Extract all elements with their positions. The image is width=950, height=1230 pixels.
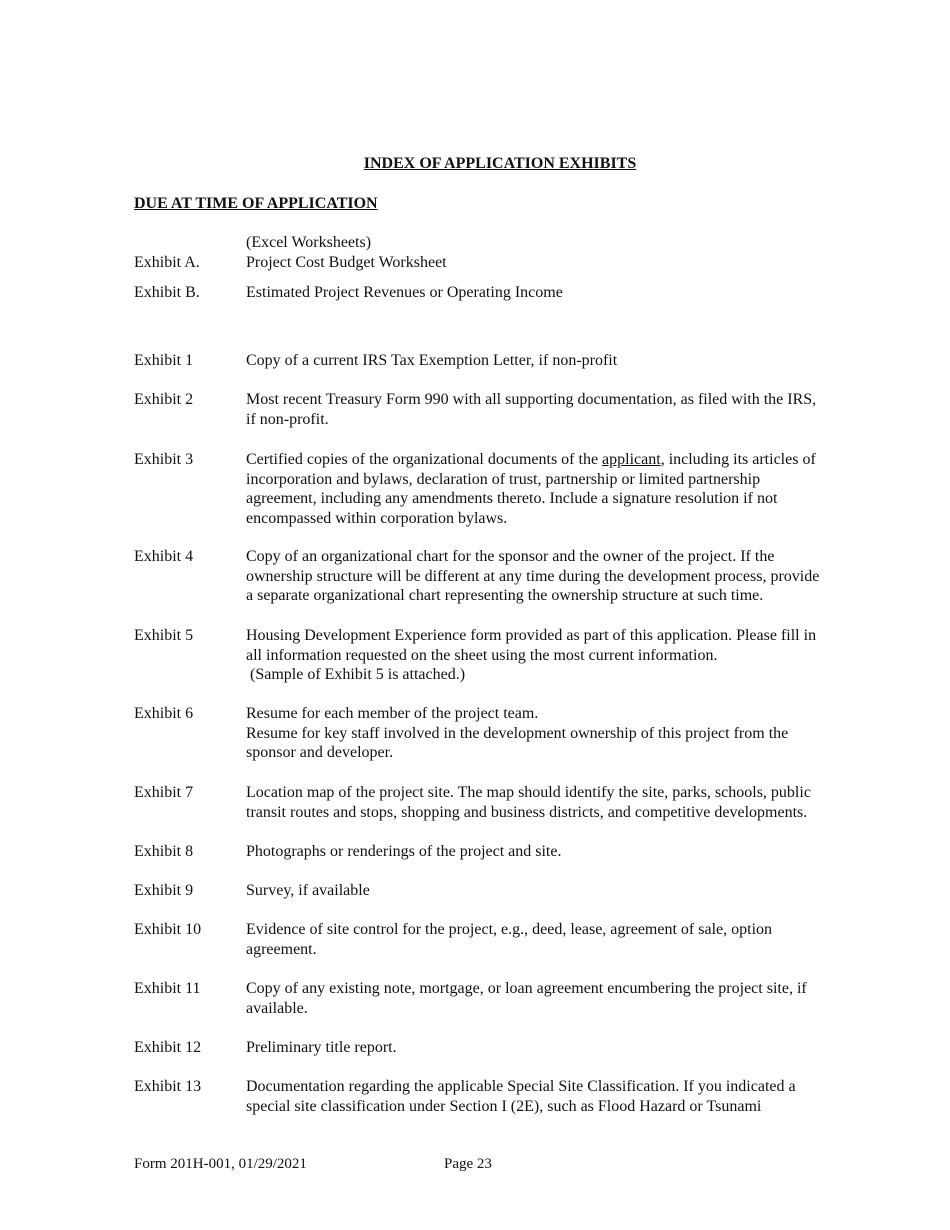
exhibit-label: Exhibit 7: [134, 784, 194, 801]
exhibit-label: Exhibit 12: [134, 1039, 202, 1056]
exhibit-description: Evidence of site control for the project, e.g., deed, lease, agreement of sale, option agreement.: [246, 921, 773, 958]
applicant-term: applicant: [602, 451, 661, 468]
footer-form-number: Form 201H-001, 01/29/2021: [134, 1156, 307, 1172]
exhibit-description: Preliminary title report.: [246, 1039, 397, 1056]
footer-page-number: Page 23: [444, 1156, 492, 1172]
exhibit-label: Exhibit 13: [134, 1078, 202, 1095]
exhibit-description: Most recent Treasury Form 990 with all supporting documentation, as filed with the IRS, if non-profit.: [246, 391, 817, 428]
exhibit-description: Copy of a current IRS Tax Exemption Letter, if non-profit: [246, 352, 618, 369]
exhibit-description: Photographs or renderings of the project and site.: [246, 843, 562, 860]
section-heading: DUE AT TIME OF APPLICATION: [134, 195, 378, 212]
exhibit-description: Documentation regarding the applicable Special Site Classification. If you indicated a special site classification under Section I (2E), such as Flood Hazard or Tsunami: [246, 1078, 796, 1115]
exhibit-label: Exhibit 1: [134, 352, 194, 369]
exhibit-description: Location map of the project site. The map should identify the site, parks, schools, public transit routes and stops, shopping and business districts, and competitive developments.: [246, 784, 811, 821]
exhibit-label: Exhibit 5: [134, 627, 194, 644]
exhibit-label: Exhibit 4: [134, 548, 194, 565]
exhibit-description: Estimated Project Revenues or Operating Income: [246, 284, 563, 301]
exhibit-description: Copy of an organizational chart for the sponsor and the owner of the project. If the ownership structure will be different at any time during the development process, provide a separate organizational chart representing the ownership structure at such time.: [246, 548, 820, 605]
exhibit-label: Exhibit 6: [134, 705, 194, 722]
exhibit-label: Exhibit 9: [134, 882, 194, 899]
exhibit-description: Resume for each member of the project team. Resume for key staff involved in the development ownership of this project from the sponsor and developer.: [246, 705, 789, 762]
excel-worksheets-note: (Excel Worksheets): [246, 234, 372, 251]
exhibit-label: Exhibit 3: [134, 451, 194, 468]
exhibit-description: Housing Development Experience form provided as part of this application. Please fill in all information requested on the sheet using the most current information. (Sample of Exhibit 5 is attached.): [246, 627, 817, 684]
exhibit-description: Survey, if available: [246, 882, 370, 899]
exhibit-label: Exhibit 2: [134, 391, 194, 408]
page-title: INDEX OF APPLICATION EXHIBITS: [363, 155, 637, 172]
exhibit-description: Certified copies of the organizational documents of the applicant, including its articles of incorporation and bylaws, declaration of trust, partnership or limited partnership agreement, including any amendments thereto. Include a signature resolution if not encompassed within corporation bylaws.: [246, 451, 816, 527]
exhibit-label: Exhibit B.: [134, 284, 200, 301]
exhibit-label: Exhibit A.: [134, 254, 200, 271]
exhibit-label: Exhibit 10: [134, 921, 202, 938]
exhibit-description: Copy of any existing note, mortgage, or loan agreement encumbering the project site, if available.: [246, 980, 807, 1017]
exhibit-label: Exhibit 8: [134, 843, 194, 860]
exhibit-description: Project Cost Budget Worksheet: [246, 254, 447, 271]
exhibit-label: Exhibit 11: [134, 980, 201, 997]
